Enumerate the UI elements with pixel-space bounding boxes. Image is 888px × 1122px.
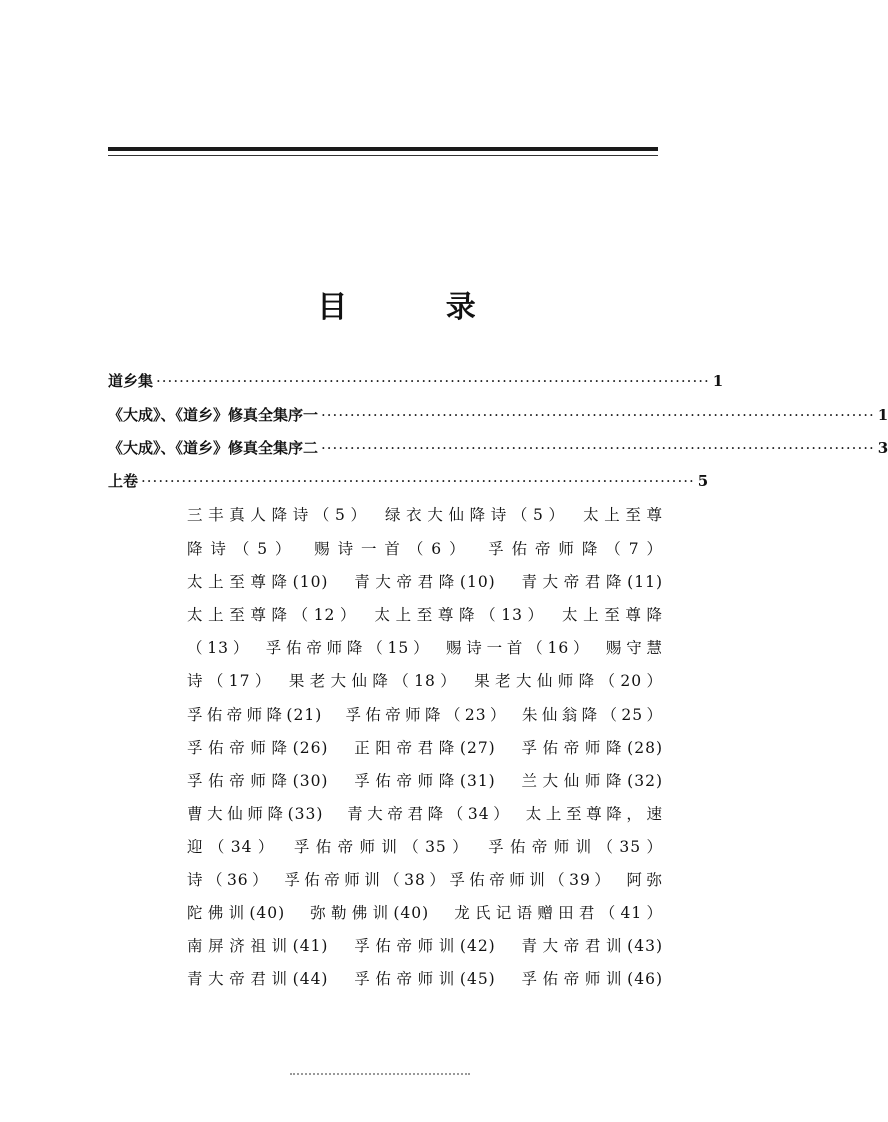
toc-leader-dots: ································································································ <box>321 439 875 457</box>
toc-sub-line: 南屏济祖训(41) 孚佑帝师训(42) 青大帝君训(43) <box>187 937 663 955</box>
toc-entry-label: 上卷 <box>108 472 139 490</box>
toc-sub-line: 青大帝君训(44) 孚佑帝师训(45) 孚佑帝师训(46) <box>187 970 663 988</box>
toc-entry <box>108 370 724 391</box>
toc-sub-line: 孚佑帝师降(21) 孚佑帝师降（23） 朱仙翁降（25） <box>187 706 663 724</box>
toc-sub-line: 迎（34） 孚佑帝师训（35） 孚佑帝师训（35） <box>187 838 663 856</box>
toc-entry <box>108 437 888 458</box>
toc-sub-line: 曹大仙师降(33) 青大帝君降（34） 太上至尊降，速 <box>187 805 663 823</box>
toc-sub-line: 太上至尊降（12） 太上至尊降（13） 太上至尊降 <box>187 606 663 624</box>
footer-scan-mark <box>290 1070 470 1075</box>
toc-sub-line: 诗（17） 果老大仙降（18） 果老大仙师降（20） <box>187 672 663 690</box>
toc-leader-dots: ································································································ <box>321 406 875 424</box>
toc-sub-line: 三丰真人降诗（5） 绿衣大仙降诗（5） 太上至尊 <box>187 506 663 524</box>
toc-page-number: 1 <box>712 372 724 390</box>
toc-sub-line: （13） 孚佑帝师降（15） 赐诗一首（16） 赐守慧 <box>187 639 663 657</box>
toc-sub-line: 孚佑帝师降(30) 孚佑帝师降(31) 兰大仙师降(32) <box>187 772 663 790</box>
toc-page-number: 3 <box>877 439 888 457</box>
toc-entry <box>108 404 888 425</box>
toc-sub-line: 太上至尊降(10) 青大帝君降(10) 青大帝君降(11) <box>187 573 663 591</box>
toc-page-number: 5 <box>697 472 709 490</box>
toc-sub-line: 陀佛训(40) 弥勒佛训(40) 龙氏记语赠田君（41） <box>187 904 663 922</box>
toc-entry-label: 道乡集 <box>108 372 154 390</box>
toc-leader-dots: ································································································ <box>156 372 710 390</box>
toc-page-number: 1 <box>877 406 888 424</box>
toc-sub-line: 诗（36） 孚佑帝师训（38）孚佑帝师训（39） 阿弥 <box>187 871 663 889</box>
toc-leader-dots: ································································································ <box>141 472 695 490</box>
page-title: 目 录 <box>317 290 520 325</box>
header-rule-thick <box>108 147 658 151</box>
toc-sub-line: 降诗（5） 赐诗一首（6） 孚佑帝师降（7） <box>187 540 663 558</box>
toc-sub-line: 孚佑帝师降(26) 正阳帝君降(27) 孚佑帝师降(28) <box>187 739 663 757</box>
toc-entry-label: 《大成》、《道乡》修真全集序一 <box>108 406 319 424</box>
toc-entry <box>108 470 709 491</box>
header-rule-thin <box>108 155 658 156</box>
toc-entry-label: 《大成》、《道乡》修真全集序二 <box>108 439 319 457</box>
